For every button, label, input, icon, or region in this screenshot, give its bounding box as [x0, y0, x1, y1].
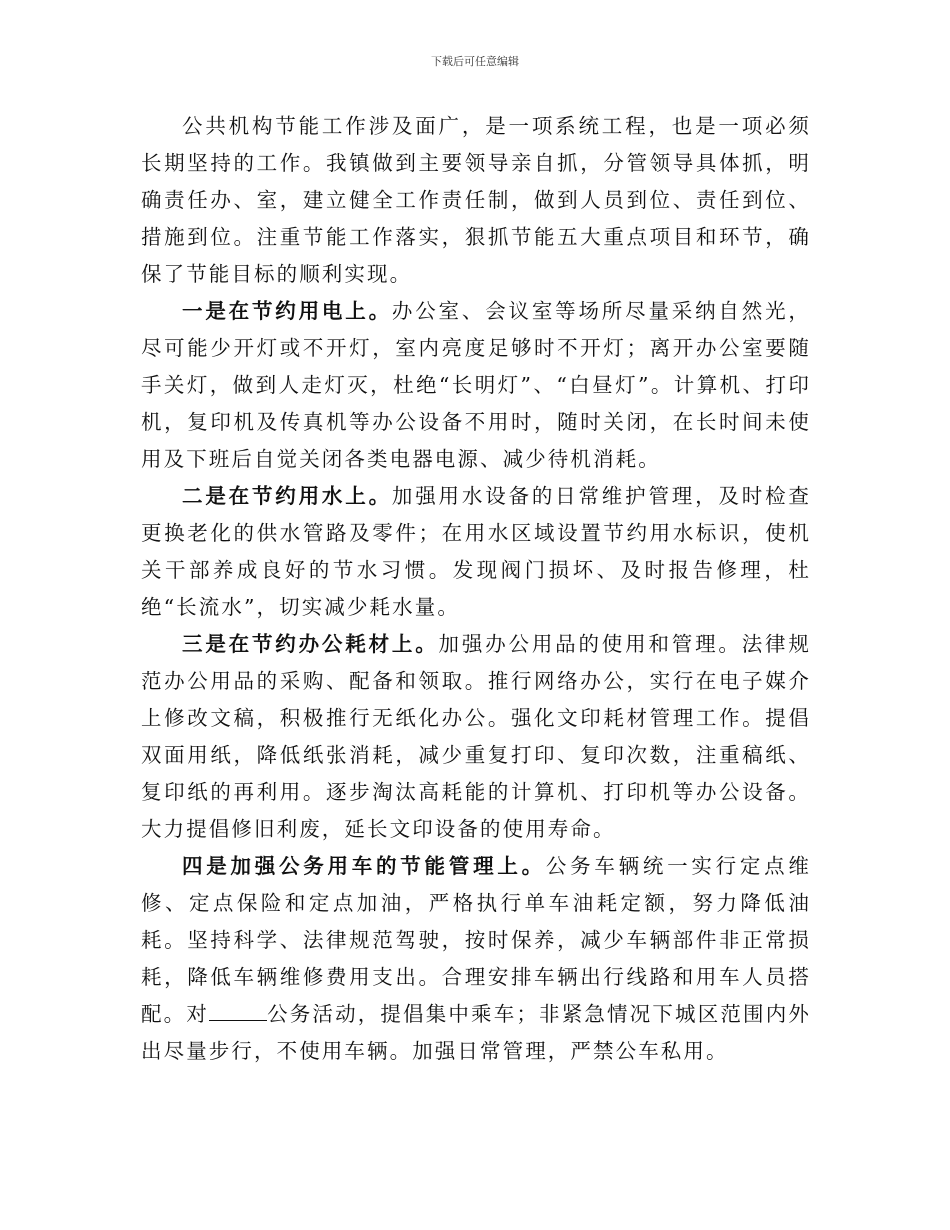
section-water	[141, 478, 811, 626]
section-text-office-supplies: 加强办公用品的使用和管理。法律规范办公用品的采购、配备和领取。推行网络办公，实行在电子媒介上修改文稿，积极推行无纸化办公。强化文印耗材管理工作。提倡双面用纸，降低纸张消耗，减少重复打印、复印次数，注重稿纸、复印纸的再利用。逐步淘汰高耗能的计算机、打印机等办公设备。大力提倡修旧利废，延长文印设备的使用寿命。	[141, 632, 811, 841]
page-header-note: 下载后可任意编辑	[431, 55, 519, 68]
section-lead-official-vehicles: 四是加强公务用车的节能管理上。	[182, 854, 546, 878]
section-text-vehicles-part1: 公务车辆统一实行定点维修、定点保险和定点加油，严格执行单车油耗定额，努力降低油耗。坚持科学、法律规范驾驶，按时保养，减少车辆部件非正常损耗，降低车辆维修费用支出。合理安排车辆出行线路和用车人员搭配。对	[141, 854, 811, 1026]
section-office-supplies	[141, 626, 811, 848]
intro-paragraph: 公共机构节能工作涉及面广，是一项系统工程，也是一项必须长期坚持的工作。我镇做到主要领导亲自抓，分管领导具体抓，明确责任办、室，建立健全工作责任制，做到人员到位、责任到位、措施到位。注重节能工作落实，狠抓节能五大重点项目和环节，确保了节能目标的顺利实现。	[141, 114, 811, 286]
section-text-vehicles-part2: 公务活动，提倡集中乘车；非紧急情况下城区范围内外出尽量步行，不使用车辆。加强日常管理，严禁公车私用。	[141, 1002, 811, 1063]
section-official-vehicles	[141, 848, 811, 1070]
fill-in-blank-line	[209, 1000, 267, 1021]
section-lead-electricity: 一是在节约用电上。	[182, 299, 392, 323]
document-body	[141, 108, 811, 1070]
section-lead-water: 二是在节约用水上。	[182, 484, 392, 508]
section-electricity	[141, 293, 811, 478]
section-lead-office-supplies: 三是在节约办公耗材上。	[182, 632, 439, 656]
section-text-electricity: 办公室、会议室等场所尽量采纳自然光，尽可能少开灯或不开灯，室内亮度足够时不开灯；离开办公室要随手关灯，做到人走灯灭，杜绝“长明灯”、“白昼灯”。计算机、打印机，复印机及传真机等办公设备不用时，随时关闭，在长时间未使用及下班后自觉关闭各类电器电源、减少待机消耗。	[141, 299, 811, 471]
section-text-water: 加强用水设备的日常维护管理，及时检查更换老化的供水管路及零件；在用水区域设置节约用水标识，使机关干部养成良好的节水习惯。发现阀门损坏、及时报告修理，杜绝“长流水”，切实减少耗水量。	[141, 484, 811, 619]
